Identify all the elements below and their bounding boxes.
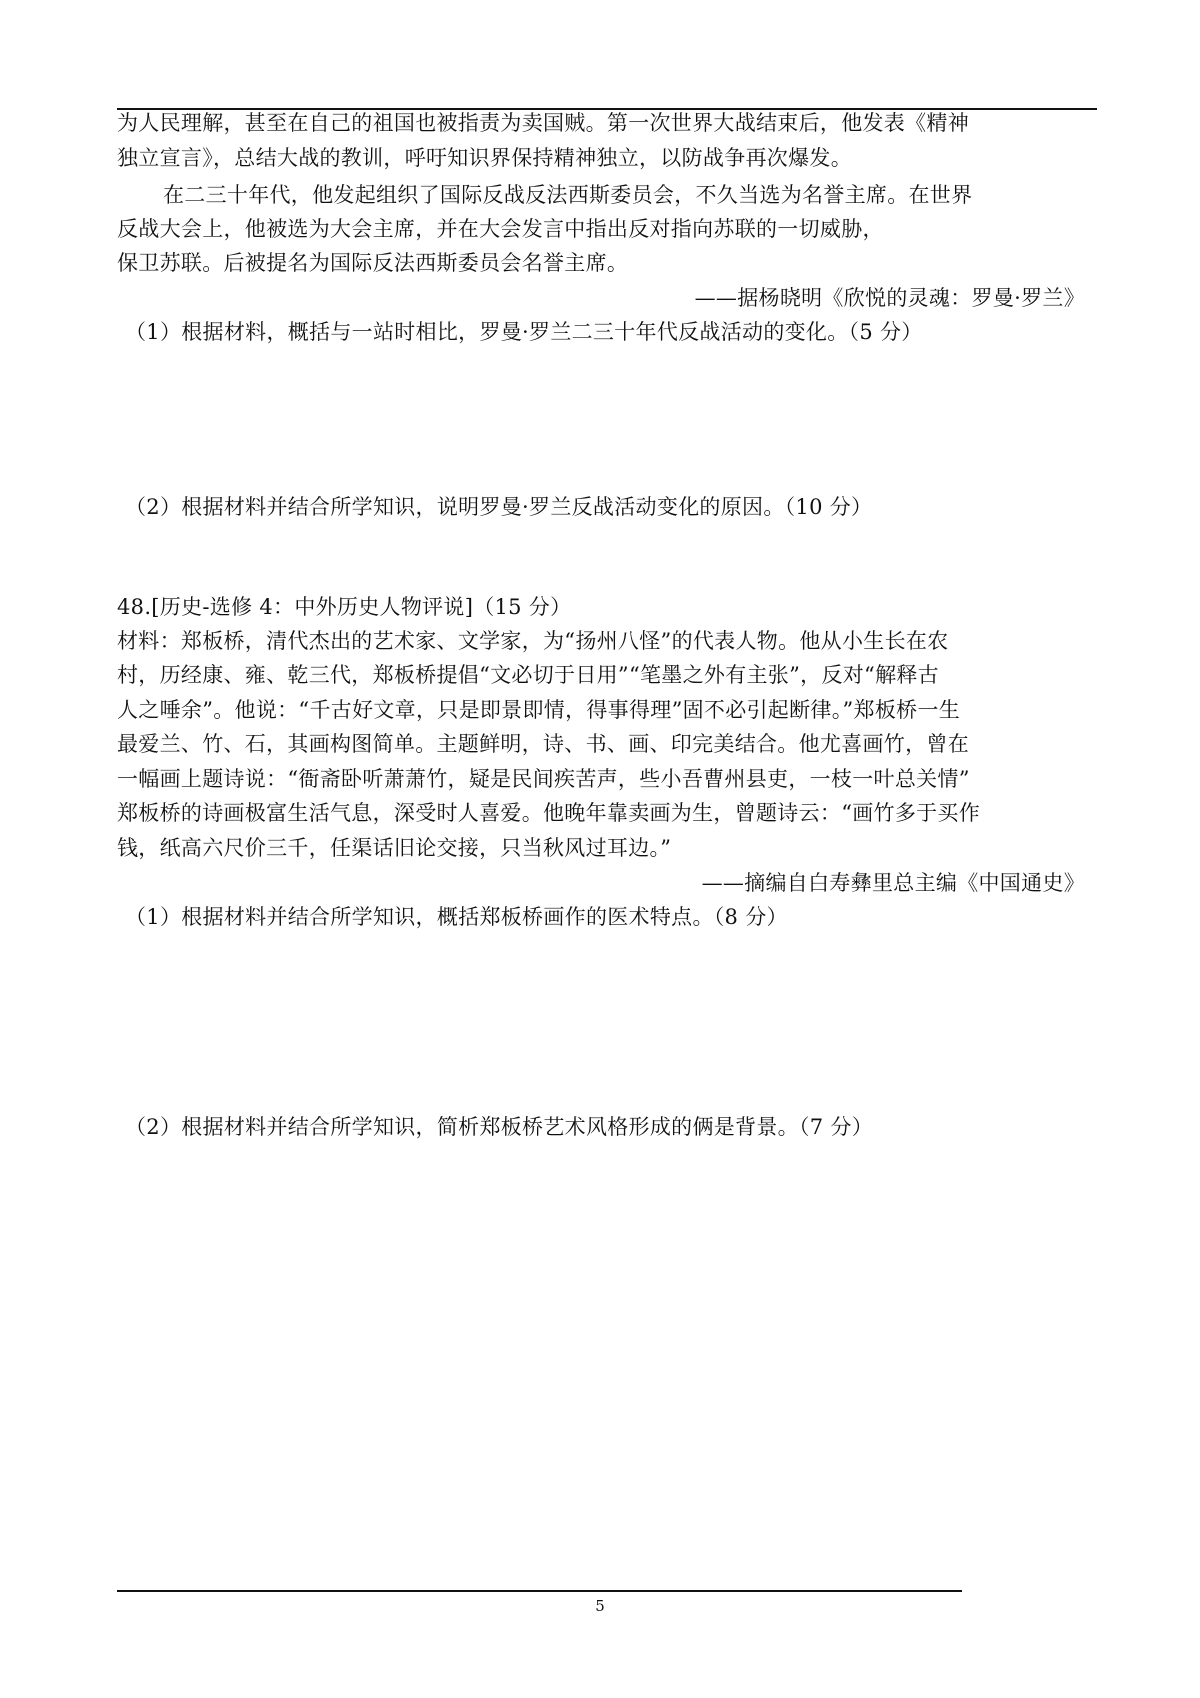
question-heading: 48.[历史-选修 4：中外历史人物评说]（15 分） — [117, 595, 572, 619]
material-line: 材料：郑板桥，清代杰出的艺术家、文学家，为“扬州八怪”的代表人物。他从小生长在农 — [117, 629, 949, 653]
material-line: 村，历经康、雍、乾三代，郑板桥提倡“文必切于日用”“笔墨之外有主张”，反对“解释古 — [117, 663, 939, 687]
page-number: 5 — [595, 1597, 605, 1615]
material-source: ——摘编自白寿彝里总主编《中国通史》 — [701, 871, 1085, 895]
question-1: （1）根据材料，概括与一站时相比，罗曼·罗兰二三十年代反战活动的变化。（5 分） — [125, 320, 923, 344]
material-line: 最爱兰、竹、石，其画构图简单。主题鲜明，诗、书、画、印完美结合。他尤喜画竹，曾在 — [117, 732, 969, 756]
material-line: 反战大会上，他被选为大会主席，并在大会发言中指出反对指向苏联的一切威胁， — [117, 217, 884, 241]
material-line: 在二三十年代，他发起组织了国际反战反法西斯委员会，不久当选为名誉主席。在世界 — [163, 183, 973, 207]
material-line: 保卫苏联。后被提名为国际反法西斯委员会名誉主席。 — [117, 251, 629, 275]
material-line: 人之唾余”。他说：“千古好文章，只是即景即情，得事得理”固不必引起断律。”郑板桥一生 — [117, 698, 961, 722]
footer-rule — [117, 1590, 962, 1592]
question-1: （1）根据材料并结合所学知识，概括郑板桥画作的医术特点。（8 分） — [125, 905, 788, 929]
material-line: 独立宣言》，总结大战的教训，呼吁知识界保持精神独立，以防战争再次爆发。 — [117, 146, 852, 170]
material-line: 为人民理解，甚至在自己的祖国也被指责为卖国贼。第一次世界大战结束后，他发表《精神 — [117, 111, 969, 135]
material-line: 一幅画上题诗说：“衙斋卧听萧萧竹，疑是民间疾苦声，些小吾曹州县吏，一枝一叶总关情” — [117, 767, 970, 791]
question-2: （2）根据材料并结合所学知识，简析郑板桥艺术风格形成的俩是背景。（7 分） — [125, 1115, 873, 1139]
question-2: （2）根据材料并结合所学知识，说明罗曼·罗兰反战活动变化的原因。（10 分） — [125, 495, 873, 519]
material-line: 郑板桥的诗画极富生活气息，深受时人喜爱。他晚年靠卖画为生，曾题诗云：“画竹多于买作 — [117, 801, 981, 825]
material-line: 钱，纸高六尺价三千，任渠话旧论交接，只当秋风过耳边。” — [117, 836, 672, 860]
material-source: ——据杨晓明《欣悦的灵魂：罗曼·罗兰》 — [694, 286, 1085, 310]
